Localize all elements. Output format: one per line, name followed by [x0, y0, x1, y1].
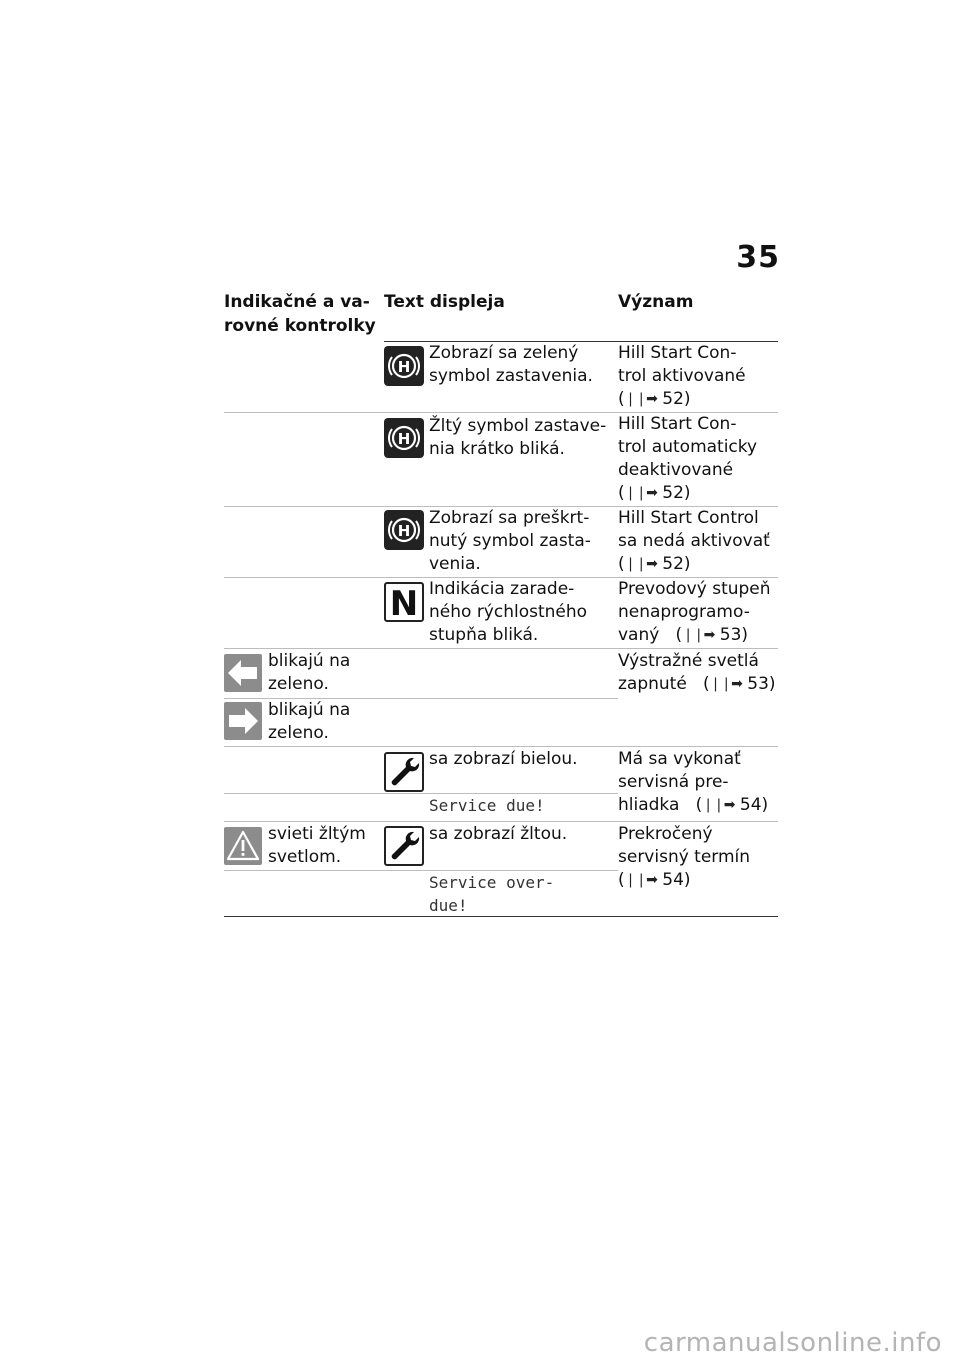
meaning-text: Má sa vykonať servisná pre- hliadka (❘❘➡ 54) [618, 749, 769, 815]
display-text: sa zobrazí žltou. [429, 824, 568, 844]
header-indicator-lights [224, 290, 376, 338]
display-text: Žltý symbol zastave- nia krátko bliká. [429, 416, 607, 459]
display-text: Indikácia zarade- ného rýchlostného stupňa bliká. [429, 579, 588, 645]
display-message: Service due! [429, 796, 545, 815]
page-reference[interactable]: (❘❘➡ 52) [618, 554, 691, 574]
wrench-icon [384, 752, 424, 792]
table-rule [224, 793, 618, 794]
arrow-right-icon [224, 702, 262, 740]
indicator-text: svieti žltým svetlom. [268, 824, 366, 867]
reference-arrow-icon: ❘❘➡ [624, 485, 657, 501]
reference-arrow-icon: ❘❘➡ [624, 556, 657, 572]
display-text: sa zobrazí bielou. [429, 749, 578, 769]
table-rule [224, 870, 618, 871]
page-number: 35 [736, 240, 780, 275]
table-rule [224, 821, 778, 822]
hill-hold-icon [384, 346, 424, 386]
svg-text:H: H [397, 522, 411, 540]
header-meaning: Význam [618, 292, 694, 312]
warning-triangle-icon [224, 827, 262, 865]
indicator-text: blikajú na zeleno. [268, 651, 351, 694]
page-reference[interactable]: (❘❘➡ 53) [675, 625, 749, 645]
page-reference[interactable]: (❘❘➡ 54) [618, 870, 691, 890]
arrow-left-icon [224, 654, 262, 692]
svg-text:H: H [397, 358, 411, 376]
header-display-text: Text displeja [384, 292, 505, 312]
page-reference[interactable]: (❘❘➡ 53) [703, 674, 776, 694]
reference-arrow-icon: ❘❘➡ [624, 391, 657, 407]
hill-hold-icon [384, 418, 424, 458]
table-rule [224, 746, 778, 747]
reference-arrow-icon: ❘❘➡ [682, 627, 715, 643]
svg-text:H: H [397, 430, 411, 448]
watermark-url: carmanualsonline.info [643, 1328, 942, 1358]
neutral-gear-icon [384, 582, 424, 622]
table-rule [224, 648, 778, 649]
meaning-text: Hill Start Con- trol automaticky deaktivované (❘❘➡ 52) [618, 414, 758, 503]
page-reference[interactable]: (❘❘➡ 54) [695, 795, 769, 815]
svg-text:N: N [389, 584, 419, 622]
reference-arrow-icon: ❘❘➡ [702, 797, 735, 813]
page-reference[interactable]: (❘❘➡ 52) [618, 389, 691, 409]
header-indicator-line1: Indikačné a va- [224, 292, 370, 312]
header-indicator-line2: rovné kontrolky [224, 316, 376, 336]
meaning-text: Prekročený servisný termín (❘❘➡ 54) [618, 824, 751, 890]
meaning-text: Prevodový stupeň nenaprogramo- vaný (❘❘➡ 53) [618, 579, 771, 645]
reference-arrow-icon: ❘❘➡ [624, 872, 657, 888]
wrench-icon [384, 826, 424, 866]
meaning-text: Výstražné svetlá zapnuté (❘❘➡ 53) [618, 651, 776, 694]
hill-hold-icon [384, 510, 424, 550]
display-text: Zobrazí sa zelený symbol zastavenia. [429, 343, 593, 386]
meaning-text: Hill Start Con- trol aktivované (❘❘➡ 52) [618, 343, 746, 409]
page-reference[interactable]: (❘❘➡ 52) [618, 483, 691, 503]
reference-arrow-icon: ❘❘➡ [709, 676, 742, 692]
meaning-text: Hill Start Control sa nedá aktivovať (❘❘➡ 52) [618, 508, 770, 574]
display-message: Service over- due! [429, 873, 555, 915]
display-text: Zobrazí sa preškrt- nutý symbol zasta- venia. [429, 508, 591, 574]
indicator-text: blikajú na zeleno. [268, 700, 351, 743]
